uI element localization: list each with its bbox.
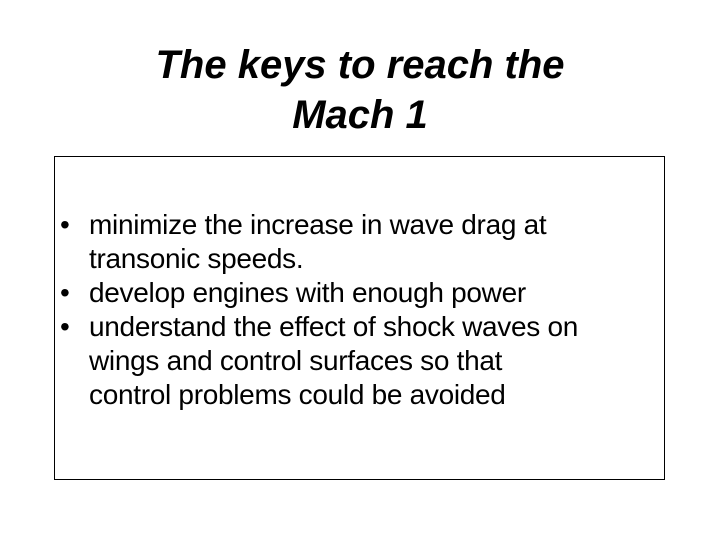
bullet-item-2 <box>59 276 665 310</box>
slide-title-line-2: Mach 1 <box>292 93 428 137</box>
bullet-list <box>59 208 665 412</box>
bullet-dot-icon: • <box>60 209 70 240</box>
bullet-3-line-3: control problems could be avoided <box>89 379 506 410</box>
content-box <box>54 156 665 480</box>
bullet-item-3 <box>59 310 665 412</box>
bullet-dot-icon: • <box>60 311 70 342</box>
bullet-3-line-1: understand the effect of shock waves on <box>89 311 578 342</box>
bullet-2-line-1: develop engines with enough power <box>89 277 526 308</box>
bullet-1-line-2: transonic speeds. <box>89 243 304 274</box>
slide-title <box>0 40 720 140</box>
bullet-dot-icon: • <box>60 277 70 308</box>
slide-title-line-1: The keys to reach the <box>155 43 565 87</box>
bullet-3-line-2: wings and control surfaces so that <box>89 345 503 376</box>
bullet-item-1 <box>59 208 665 276</box>
bullet-1-line-1: minimize the increase in wave drag at <box>89 209 547 240</box>
